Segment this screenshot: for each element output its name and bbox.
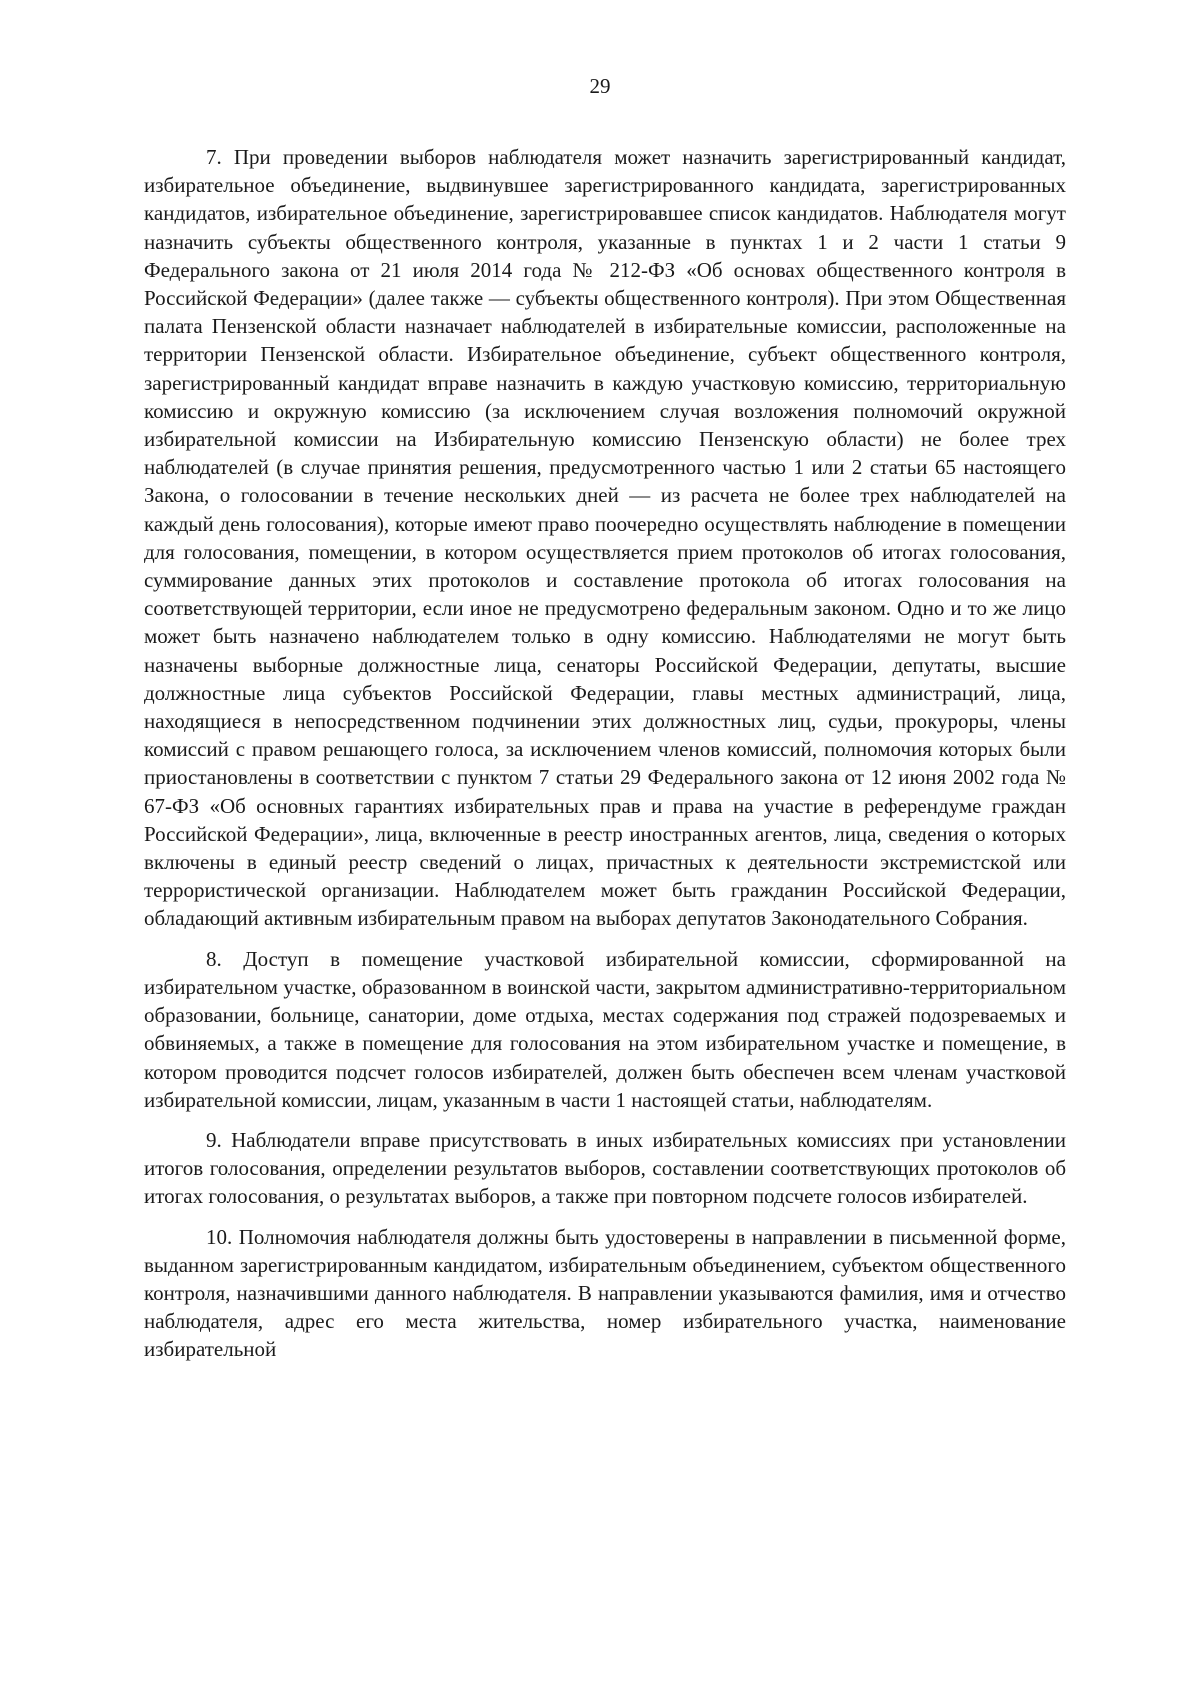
- page-number: 29: [589, 74, 611, 98]
- paragraph-7: 7. При проведении выборов наблюдателя может назначить зарегистрированный кандидат, избирательное объединение, выдвинувшее зарегистрированного кандидата, зарегистрированных кандидатов, избирательное объединение, зарегистрировавшее список кандидатов. Наблюдателя могут назначить субъекты общественного контроля, указанные в пунктах 1 и 2 части 1 статьи 9 Федерального закона от 21 июля 2014 года № 212-ФЗ «Об основах общественного контроля в Российской Федерации» (далее также — субъекты общественного контроля). При этом Общественная палата Пензенской области назначает наблюдателей в избирательные комиссии, расположенные на территории Пензенской области. Избирательное объединение, субъект общественного контроля, зарегистрированный кандидат вправе назначить в каждую участковую комиссию, территориальную комиссию и окружную комиссию (за исключением случая возложения полномочий окружной избирательной комиссии на Избирательную комиссию Пензенскую области) не более трех наблюдателей (в случае принятия решения, предусмотренного частью 1 или 2 статьи 65 настоящего Закона, о голосовании в течение нескольких дней — из расчета не более трех наблюдателей на каждый день голосования), которые имеют право поочередно осуществлять наблюдение в помещении для голосования, помещении, в котором осуществляется прием протоколов об итогах голосования, суммирование данных этих протоколов и составление протокола об итогах голосования на соответствующей территории, если иное не предусмотрено федеральным законом. Одно и то же лицо может быть назначено наблюдателем только в одну комиссию. Наблюдателями не могут быть назначены выборные должностные лица, сенаторы Российской Федерации, депутаты, высшие должностные лица субъектов Российской Федерации, главы местных администраций, лица, находящиеся в непосредственном подчинении этих должностных лиц, судьи, прокуроры, члены комиссий с правом решающего голоса, за исключением членов комиссий, полномочия которых были приостановлены в соответствии с пунктом 7 статьи 29 Федерального закона от 12 июня 2002 года № 67-ФЗ «Об основных гарантиях избирательных прав и права на участие в референдуме граждан Российской Федерации», лица, включенные в реестр иностранных агентов, лица, сведения о которых включены в единый реестр сведений о лицах, причастных к деятельности экстремистской или террористической организации. Наблюдателем может быть гражданин Российской Федерации, обладающий активным избирательным правом на выборах депутатов Законодательного Собрания.: [144, 145, 1066, 931]
- paragraph-8: 8. Доступ в помещение участковой избирательной комиссии, сформированной на избирательном участке, образованном в воинской части, закрытом административно-территориальном образовании, больнице, санатории, доме отдыха, местах содержания под стражей подозреваемых и обвиняемых, а также в помещение для голосования на этом избирательном участке и помещение, в котором проводится подсчет голосов избирателей, должен быть обеспечен всем членам участковой избирательной комиссии, лицам, указанным в части 1 настоящей статьи, наблюдателям.: [144, 946, 1066, 1112]
- paragraph-10: 10. Полномочия наблюдателя должны быть удостоверены в направлении в письменной форме, выданном зарегистрированным кандидатом, избирательным объединением, субъектом общественного контроля, назначившими данного наблюдателя. В направлении указываются фамилия, имя и отчество наблюдателя, адрес его места жительства, номер избирательного участка, наименование избирательной: [144, 1224, 1066, 1362]
- paragraph-9: 9. Наблюдатели вправе присутствовать в иных избирательных комиссиях при установлении итогов голосования, определении результатов выборов, составлении соответствующих протоколов об итогах голосования, о результатах выборов, а также при повторном подсчете голосов избирателей.: [144, 1127, 1066, 1209]
- document-body: [144, 143, 1066, 1364]
